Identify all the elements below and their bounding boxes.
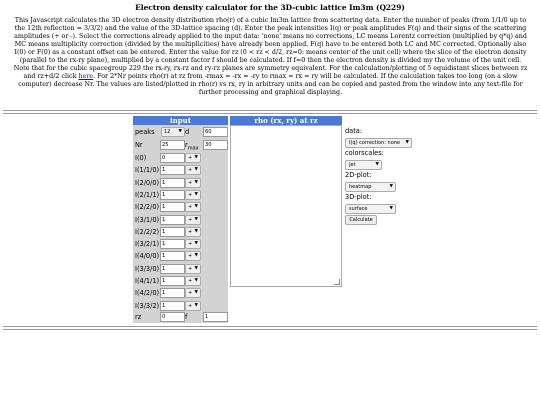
peaks-row	[133, 126, 228, 138]
peak-row	[133, 164, 228, 176]
peak-label: I(2/0/0)	[135, 178, 160, 187]
peak-label: I(2/1/1)	[135, 190, 160, 199]
sign-select[interactable]	[185, 215, 201, 225]
peak-intensity-input[interactable]: 1	[160, 276, 185, 286]
chevron-down-icon: ▼	[194, 253, 198, 259]
peaks-value: 12	[164, 129, 171, 135]
sign-select[interactable]	[185, 153, 201, 163]
data-select[interactable]	[345, 138, 412, 148]
peak-intensity-input[interactable]: 1	[160, 301, 185, 311]
f-input[interactable]: 1	[203, 312, 228, 322]
peak-intensity-input[interactable]: 1	[160, 202, 185, 212]
peak-intensity-input[interactable]: 1	[160, 215, 185, 225]
peak-row	[133, 226, 228, 238]
sign-select[interactable]	[185, 276, 201, 286]
rmax-input[interactable]: 30	[203, 140, 228, 150]
rz-row	[133, 311, 228, 323]
peak-row	[133, 238, 228, 250]
desc-line: I(0) or F(0) as a constant offset can be entered. Enter the value for rz (0 < rz < d/2, rz=0: means center of the unit cell) where the slice of the electron density	[14, 49, 527, 56]
chevron-down-icon: ▼	[194, 216, 198, 222]
colorscale-select[interactable]	[345, 160, 382, 170]
peak-row	[133, 300, 228, 312]
peak-label: I(2/2/0)	[135, 203, 160, 212]
divider	[3, 326, 537, 327]
sign-select[interactable]	[185, 227, 201, 237]
chevron-down-icon: ▼	[194, 155, 198, 160]
chevron-down-icon: ▼	[194, 278, 198, 283]
chevron-down-icon: ▼	[178, 129, 182, 134]
peak-intensity-input[interactable]: 1	[160, 251, 185, 261]
peak-label: I(3/1/0)	[135, 215, 160, 224]
chevron-down-icon: ▼	[389, 184, 393, 189]
peak-intensity-input[interactable]: 1	[160, 239, 185, 249]
description-text	[2, 17, 539, 97]
plot3d-select[interactable]	[345, 204, 396, 214]
peaks-label: peaks	[135, 128, 155, 136]
peak-row	[133, 275, 228, 287]
nr-label: Nr	[135, 141, 143, 149]
sign-value: +	[188, 228, 193, 235]
output-textarea[interactable]	[230, 125, 342, 287]
desc-line: and rz+d/2 click	[23, 73, 77, 80]
chevron-down-icon: ▼	[389, 206, 393, 211]
plot2d-label: 2D-plot:	[345, 171, 372, 179]
desc-line: . For 2*Nr points rho(r) at rz from -rmax = -rx = -ry to rmax = rx = ry will be calculated. If the calculation takes too long (on a slow	[93, 73, 518, 80]
rz-input[interactable]: 0	[160, 312, 185, 322]
peak-intensity-input[interactable]: 0	[160, 153, 185, 163]
input-header: input	[133, 116, 228, 125]
peak-label: I(4/2/0)	[135, 289, 160, 298]
peak-row	[133, 152, 228, 164]
desc-line: MC means multiplicity correction (divided by the multiplicities) have already been applied. F(q) have to be entered both LC and MC corrected. Optionally also	[14, 41, 527, 48]
peak-row	[133, 263, 228, 275]
chevron-down-icon: ▼	[194, 228, 198, 234]
chevron-down-icon: ▼	[194, 290, 198, 296]
sign-select[interactable]	[185, 202, 201, 212]
sign-value: +	[188, 155, 193, 161]
sign-select[interactable]	[185, 264, 201, 274]
peak-intensity-input[interactable]: 1	[160, 178, 185, 188]
plot2d-select-value: heatmap	[349, 184, 372, 190]
desc-line: further processing and graphical displaying.	[198, 89, 343, 96]
sign-value: +	[188, 302, 193, 309]
resize-grip-icon[interactable]	[334, 279, 340, 285]
peak-row	[133, 189, 228, 201]
peak-label: I(0)	[135, 154, 147, 162]
sign-select[interactable]	[185, 239, 201, 249]
sign-value: +	[188, 167, 193, 174]
chevron-down-icon: ▼	[194, 179, 198, 185]
desc-line: computer) decrease Nr. The values are listed/plotted in rho(r) vs rx, ry in arbitrary units and can be copied and pasted from the window into any text-file for	[18, 81, 523, 88]
peak-label: I(3/2/1)	[135, 240, 160, 249]
divider	[3, 113, 537, 114]
peak-row	[133, 214, 228, 226]
d-input[interactable]: 60	[203, 127, 228, 137]
here-link[interactable]: here	[78, 73, 94, 80]
chevron-down-icon: ▼	[194, 241, 198, 247]
sign-select[interactable]	[185, 301, 201, 311]
peak-intensity-input[interactable]: 1	[160, 264, 185, 274]
divider	[3, 110, 537, 111]
desc-line: Note that for the cubic spacegroup 229 the rx-ry, rx-rz and ry-rz planes are symmetry equivalent. For the calculation/plotting of 5 equidistant slices between rz	[13, 65, 528, 72]
peaks-select[interactable]	[161, 127, 185, 137]
rz-label: rz	[135, 313, 142, 321]
sign-value: +	[188, 204, 193, 211]
divider	[3, 329, 537, 330]
rmax-label-main: r	[185, 141, 188, 149]
chevron-down-icon: ▼	[194, 302, 198, 308]
chevron-down-icon: ▼	[405, 140, 409, 145]
sign-select[interactable]	[185, 165, 201, 175]
sign-value: +	[188, 290, 193, 297]
page-title: Electron density calculator for the 3D-cubic lattice Im3m (Q229)	[135, 3, 405, 12]
desc-line-with-link	[2, 73, 539, 81]
peak-intensity-input[interactable]: 1	[160, 165, 185, 175]
output-header: rho (rx, ry) at rz	[230, 116, 342, 125]
desc-line: the 12th reflection = 3/3/2) and the value of the 3D-lattice spacing (d). Enter the peak intensities I(q) or peak amplitudes F(q) and their signs of the scattering	[14, 25, 527, 32]
peak-label: I(1/1/0)	[135, 166, 160, 175]
sign-value: +	[188, 265, 193, 272]
plot3d-label: 3D-plot:	[345, 193, 372, 201]
sign-value: +	[188, 278, 193, 284]
input-panel	[133, 125, 228, 323]
peak-intensity-input[interactable]: 1	[160, 227, 185, 237]
peak-label: I(2/2/2)	[135, 227, 160, 236]
chevron-down-icon: ▼	[194, 167, 198, 173]
rmax-label-sub: max	[187, 145, 199, 152]
desc-line: amplitudes (+ or -). Select the corrections already applied to the input data: 'none' means no corrections, LC means Lorentz correction (multiplied by q*q) and	[14, 33, 527, 40]
sign-select[interactable]	[185, 288, 201, 298]
desc-line: (parallel to the rx-ry plane), multiplied by a constant factor f should be calculated. If f=0 then the electron density is divided my the volume of the unit cell.	[19, 57, 522, 64]
calculate-button[interactable]: Calculate	[345, 215, 377, 225]
sign-select[interactable]	[185, 251, 201, 261]
nr-input[interactable]: 25	[160, 140, 185, 150]
peak-intensity-input[interactable]: 1	[160, 288, 185, 298]
data-label: data:	[345, 127, 363, 135]
chevron-down-icon: ▼	[375, 162, 379, 167]
sign-value: +	[188, 216, 193, 223]
peak-row	[133, 250, 228, 262]
sign-value: +	[188, 179, 193, 186]
colorscales-label: colorscales:	[345, 149, 384, 157]
plot2d-select[interactable]	[345, 182, 396, 192]
colorscale-select-value: jet	[349, 162, 356, 168]
peak-label: I(3/3/0)	[135, 264, 160, 273]
desc-line: This Javascript calculates the 3D electron density distribution rho(r) of a cubic Im3m lattice from scattering data. Enter the number of peaks (from 1/1/0 up to	[14, 17, 527, 24]
peak-label: I(4/0/0)	[135, 252, 160, 261]
nr-row	[133, 139, 228, 151]
sign-select[interactable]	[185, 190, 201, 200]
sign-value: +	[188, 253, 193, 260]
sign-value: +	[188, 191, 193, 198]
f-label: f	[185, 313, 188, 321]
d-label: d	[185, 128, 190, 136]
chevron-down-icon: ▼	[194, 204, 198, 210]
chevron-down-icon: ▼	[194, 265, 198, 271]
peak-row	[133, 201, 228, 213]
peak-label: I(3/3/2)	[135, 301, 160, 310]
peak-label: I(4/1/1)	[135, 277, 160, 285]
plot3d-select-value: surface	[349, 206, 368, 212]
sign-value: +	[188, 241, 193, 248]
sign-select[interactable]	[185, 178, 201, 188]
data-select-value: I(q) correction: none	[349, 140, 401, 146]
peak-row	[133, 177, 228, 189]
peak-row	[133, 287, 228, 299]
chevron-down-icon: ▼	[194, 191, 198, 197]
peak-intensity-input[interactable]: 1	[160, 190, 185, 200]
